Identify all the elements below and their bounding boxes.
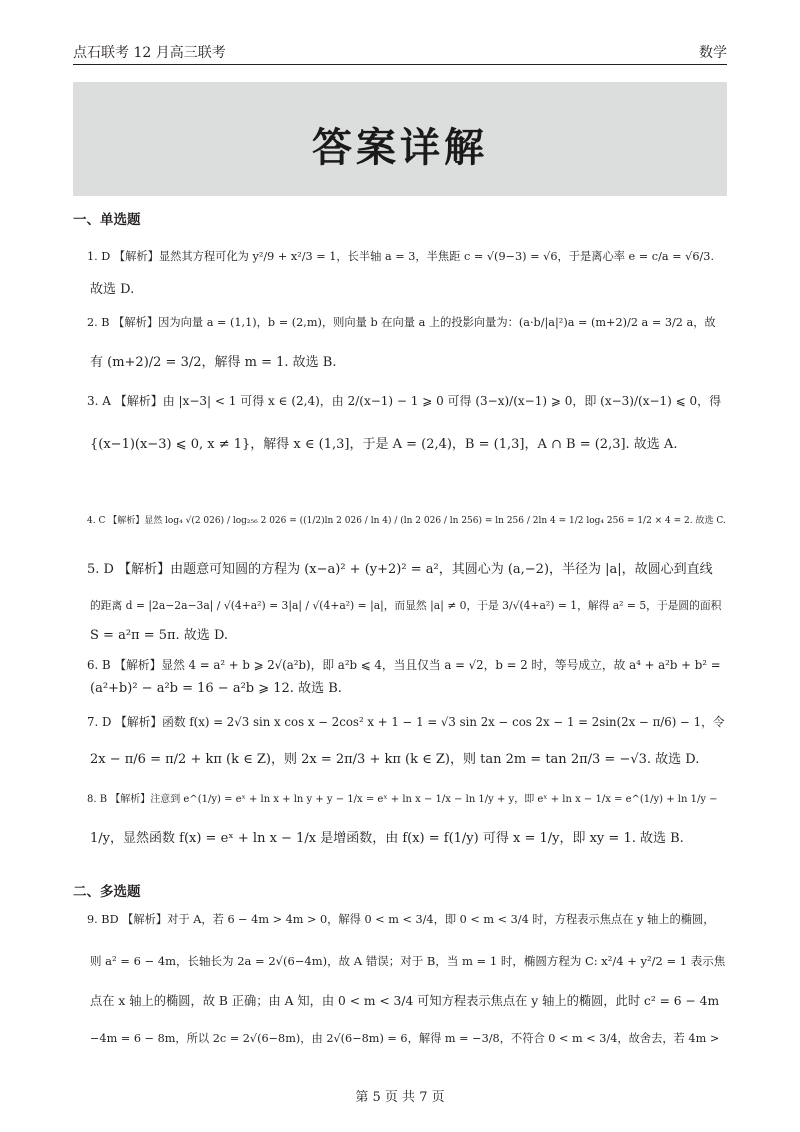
answer-line-6-cont: (a²+b)² − a²b = 16 − a²b ⩾ 12. 故选 B.	[90, 681, 342, 696]
answer-line-4: 4. C 【解析】显然 log₄ √(2 026) / log₂₅₆ 2 026 = ((1/2)ln 2 026 / ln 4) / (ln 2 026 / ln 256) = ln 256 / 2ln 4 = 1/2 log₄ 256 = 1/2 × 4 = 2. 故选 C.	[87, 516, 726, 526]
answer-line-9: 9. BD 【解析】对于 A，若 6 − 4m > 4m > 0，解得 0 < m < 3/4，即 0 < m < 3/4 时，方程表示焦点在 y 轴上的椭圆，	[87, 913, 715, 926]
page-title: 答案详解	[312, 125, 488, 171]
title-banner	[73, 82, 727, 196]
answer-line-7-cont: 2x − π/6 = π/2 + kπ (k ∈ Z)，则 2x = 2π/3 + kπ (k ∈ Z)，则 tan 2m = tan 2π/3 = −√3. 故选 D.	[90, 752, 700, 767]
answer-line-8-cont: 1/y，显然函数 f(x) = eˣ + ln x − 1/x 是增函数，由 f(x) = f(1/y) 可得 x = 1/y，即 xy = 1. 故选 B.	[90, 831, 684, 846]
header-exam-name: 点石联考 12 月高三联考	[73, 45, 226, 61]
section-heading-single-choice: 一、单选题	[73, 212, 141, 228]
section-heading-multiple-choice: 二、多选题	[73, 884, 141, 900]
answer-line-2: 2. B 【解析】因为向量 a = (1,1)，b = (2,m)，则向量 b 在向量 a 上的投影向量为：(a·b/|a|²)a = (m+2)/2 a = 3/2 a，故	[87, 316, 716, 329]
header-subject: 数学	[699, 45, 727, 61]
answer-line-9-cont: 则 a² = 6 − 4m，长轴长为 2a = 2√(6−4m)，故 A 错误；对于 B，当 m = 1 时，椭圆方程为 C: x²/4 + y²/2 = 1 表示焦	[90, 954, 726, 968]
page-header	[73, 38, 727, 65]
answer-line-8: 8. B 【解析】注意到 e^(1/y) = eˣ + ln x + ln y + y − 1/x = eˣ + ln x − 1/x − ln 1/y + y，即 eˣ + ln x − 1/x = e^(1/y) + ln 1/y −	[87, 794, 718, 805]
answer-line-5-cont2: S = a²π = 5π. 故选 D.	[90, 628, 229, 643]
answer-line-2-cont: 有 (m+2)/2 = 3/2，解得 m = 1. 故选 B.	[90, 355, 337, 370]
answer-line-7: 7. D 【解析】函数 f(x) = 2√3 sin x cos x − 2cos² x + 1 − 1 = √3 sin 2x − cos 2x − 1 = 2sin(2x − π/6) − 1，令	[87, 715, 725, 729]
answer-line-9-cont2: 点在 x 轴上的椭圆，故 B 正确；由 A 知，由 0 < m < 3/4 可知方程表示焦点在 y 轴上的椭圆，此时 c² = 6 − 4m	[90, 994, 720, 1008]
answer-line-3-cont: {(x−1)(x−3) ⩽ 0, x ≠ 1}，解得 x ∈ (1,3]，于是 A = (2,4)，B = (1,3]，A ∩ B = (2,3]. 故选 A.	[90, 437, 678, 452]
answer-line-9-cont3: −4m = 6 − 8m，所以 2c = 2√(6−8m)，由 2√(6−8m) = 6，解得 m = −3/8，不符合 0 < m < 3/4，故舍去，若 4m >	[90, 1032, 720, 1045]
answer-line-5: 5. D 【解析】由题意可知圆的方程为 (x−a)² + (y+2)² = a²，其圆心为 (a,−2)，半径为 |a|，故圆心到直线	[87, 562, 713, 577]
answer-line-1: 1. D 【解析】显然其方程可化为 y²/9 + x²/3 = 1，长半轴 a = 3，半焦距 c = √(9−3) = √6，于是离心率 e = c/a = √6/3.	[87, 250, 715, 263]
answer-line-6: 6. B 【解析】显然 4 = a² + b ⩾ 2√(a²b)，即 a²b ⩽ 4，当且仅当 a = √2，b = 2 时，等号成立，故 a⁴ + a²b + b² =	[87, 658, 721, 672]
answer-line-1-cont: 故选 D.	[90, 282, 135, 297]
answer-line-5-cont: 的距离 d = |2a−2a−3a| / √(4+a²) = 3|a| / √(4+a²) = |a|，而显然 |a| ≠ 0，于是 3/√(4+a²) = 1，解得 a² = 5，于是圆的面积	[90, 599, 722, 612]
answer-line-3: 3. A 【解析】由 |x−3| < 1 可得 x ∈ (2,4)，由 2/(x−1) − 1 ⩾ 0 可得 (3−x)/(x−1) ⩾ 0，即 (x−3)/(x−1) ⩽ 0，得	[87, 394, 722, 408]
page-footer: 第 5 页 共 7 页	[355, 1090, 445, 1105]
